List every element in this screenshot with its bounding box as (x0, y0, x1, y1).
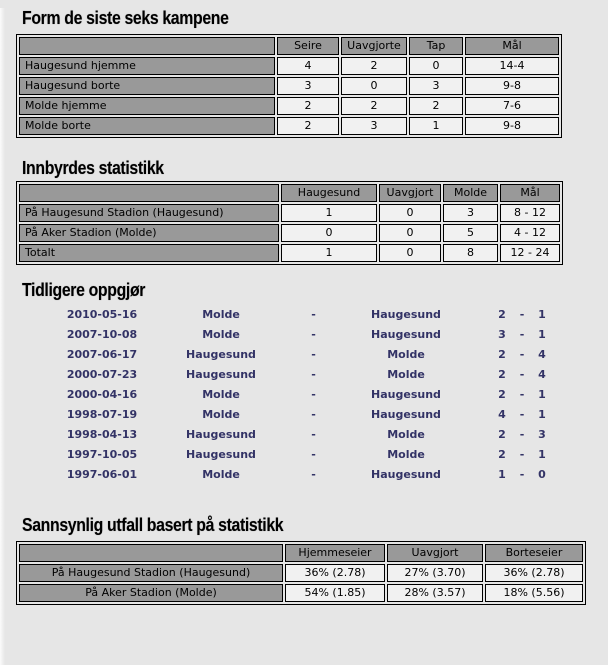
match-date: 2007-06-17 (66, 348, 138, 361)
match-separator: - (311, 328, 316, 341)
form-cell: 3 (341, 117, 407, 135)
match-row (43, 425, 608, 445)
match-score-separator: - (519, 368, 525, 381)
match-home-team: Molde (202, 308, 240, 321)
form-row-label: Molde borte (19, 117, 275, 135)
innbyrdes-cell: 0 (379, 244, 441, 262)
match-separator: - (311, 428, 316, 441)
match-date: 2000-07-23 (66, 368, 138, 381)
probability-cell: 27% (3.70) (387, 564, 483, 582)
section-title-probability: Sannsynlig utfall basert på statistikk (22, 515, 284, 535)
form-cell: 2 (409, 97, 463, 115)
history-list (43, 305, 608, 485)
match-home-team: Haugesund (186, 428, 256, 441)
innbyrdes-cell: 12 - 24 (500, 244, 560, 262)
match-away-score: 1 (538, 328, 546, 341)
match-separator: - (311, 308, 316, 321)
innbyrdes-cell: 1 (281, 244, 377, 262)
form-cell: 9-8 (465, 77, 559, 95)
match-spacer (466, 425, 492, 445)
match-row (43, 405, 608, 425)
match-spacer (466, 445, 492, 465)
match-home-score: 1 (498, 468, 506, 481)
probability-header-row (19, 544, 583, 562)
table-row (19, 584, 583, 602)
match-home-team: Haugesund (186, 348, 256, 361)
probability-header-empty (19, 544, 283, 562)
innbyrdes-row-label: På Aker Stadion (Molde) (19, 224, 279, 242)
match-home-score: 2 (498, 308, 506, 321)
match-date: 1998-04-13 (66, 428, 138, 441)
match-spacer (466, 365, 492, 385)
match-row (43, 325, 608, 345)
match-score-separator: - (519, 328, 525, 341)
table-row (19, 97, 559, 115)
form-cell: 0 (341, 77, 407, 95)
match-home-team: Haugesund (186, 448, 256, 461)
form-cell: 1 (409, 117, 463, 135)
match-away-team: Molde (387, 428, 425, 441)
match-away-team: Molde (387, 348, 425, 361)
innbyrdes-row-label: Totalt (19, 244, 279, 262)
match-away-score: 4 (538, 348, 546, 361)
match-home-team: Molde (202, 388, 240, 401)
match-away-team: Haugesund (371, 388, 441, 401)
match-home-team: Haugesund (186, 368, 256, 381)
match-spacer (466, 385, 492, 405)
innbyrdes-cell: 3 (443, 204, 498, 222)
match-away-score: 0 (538, 468, 546, 481)
form-row-label: Haugesund hjemme (19, 57, 275, 75)
form-cell: 2 (277, 117, 339, 135)
section-title-form: Form de siste seks kampene (22, 8, 229, 28)
innbyrdes-cell: 0 (379, 204, 441, 222)
match-score-separator: - (519, 388, 525, 401)
match-row (43, 385, 608, 405)
match-away-team: Haugesund (371, 328, 441, 341)
match-away-team: Haugesund (371, 408, 441, 421)
match-away-team: Molde (387, 448, 425, 461)
probability-table (16, 541, 586, 605)
innbyrdes-cell: 0 (281, 224, 377, 242)
match-spacer (466, 305, 492, 325)
innbyrdes-header-molde: Molde (443, 184, 498, 202)
match-separator: - (311, 448, 316, 461)
match-away-team: Haugesund (371, 308, 441, 321)
match-home-team: Molde (202, 408, 240, 421)
match-spacer (466, 345, 492, 365)
match-home-score: 2 (498, 368, 506, 381)
innbyrdes-header-haugesund: Haugesund (281, 184, 377, 202)
form-header-maal: Mål (465, 37, 559, 55)
table-row (19, 204, 560, 222)
match-score-separator: - (519, 408, 525, 421)
section-title-innbyrdes: Innbyrdes statistikk (22, 158, 164, 178)
form-header-empty (19, 37, 275, 55)
page-left-edge (0, 8, 5, 665)
table-row (19, 224, 560, 242)
form-cell: 3 (277, 77, 339, 95)
innbyrdes-cell: 0 (379, 224, 441, 242)
form-row-label: Molde hjemme (19, 97, 275, 115)
innbyrdes-cell: 5 (443, 224, 498, 242)
form-table (16, 34, 562, 138)
match-score-separator: - (519, 448, 525, 461)
match-spacer (466, 405, 492, 425)
match-row (43, 465, 608, 485)
form-cell: 7-6 (465, 97, 559, 115)
table-row (19, 77, 559, 95)
match-row (43, 365, 608, 385)
probability-row-label: På Haugesund Stadion (Haugesund) (19, 564, 283, 582)
match-separator: - (311, 388, 316, 401)
probability-cell: 54% (1.85) (285, 584, 385, 602)
match-separator: - (311, 348, 316, 361)
match-away-score: 1 (538, 308, 546, 321)
match-away-score: 3 (538, 428, 546, 441)
form-cell: 2 (277, 97, 339, 115)
form-header-tap: Tap (409, 37, 463, 55)
table-row (19, 564, 583, 582)
innbyrdes-cell: 8 (443, 244, 498, 262)
form-cell: 2 (341, 97, 407, 115)
match-home-score: 3 (498, 328, 506, 341)
match-home-team: Molde (202, 328, 240, 341)
form-cell: 14-4 (465, 57, 559, 75)
form-cell: 3 (409, 77, 463, 95)
match-home-score: 4 (498, 408, 506, 421)
match-away-score: 1 (538, 388, 546, 401)
match-home-team: Molde (202, 468, 240, 481)
match-spacer (466, 465, 492, 485)
match-home-score: 2 (498, 348, 506, 361)
match-score-separator: - (519, 308, 525, 321)
match-spacer (466, 325, 492, 345)
match-home-score: 2 (498, 388, 506, 401)
section-title-history: Tidligere oppgjør (22, 280, 146, 300)
table-row (19, 244, 560, 262)
table-row (19, 117, 559, 135)
match-away-score: 4 (538, 368, 546, 381)
innbyrdes-cell: 1 (281, 204, 377, 222)
innbyrdes-header-maal: Mål (500, 184, 560, 202)
match-separator: - (311, 408, 316, 421)
match-away-score: 1 (538, 408, 546, 421)
match-score-separator: - (519, 348, 525, 361)
match-score-separator: - (519, 468, 525, 481)
match-date: 1997-06-01 (66, 468, 138, 481)
match-date: 2007-10-08 (66, 328, 138, 341)
probability-cell: 36% (2.78) (485, 564, 583, 582)
innbyrdes-header-empty (19, 184, 279, 202)
match-home-score: 2 (498, 448, 506, 461)
match-score-separator: - (519, 428, 525, 441)
match-date: 1997-10-05 (66, 448, 138, 461)
form-header-uavgjorte: Uavgjorte (341, 37, 407, 55)
probability-row-label: På Aker Stadion (Molde) (19, 584, 283, 602)
form-cell: 0 (409, 57, 463, 75)
form-row-label: Haugesund borte (19, 77, 275, 95)
match-row (43, 345, 608, 365)
match-date: 2000-04-16 (66, 388, 138, 401)
match-away-score: 1 (538, 448, 546, 461)
form-cell: 4 (277, 57, 339, 75)
probability-cell: 28% (3.57) (387, 584, 483, 602)
match-away-team: Molde (387, 368, 425, 381)
innbyrdes-cell: 8 - 12 (500, 204, 560, 222)
match-row (43, 305, 608, 325)
probability-header-borteseier: Borteseier (485, 544, 583, 562)
form-cell: 9-8 (465, 117, 559, 135)
probability-header-uavgjort: Uavgjort (387, 544, 483, 562)
match-away-team: Haugesund (371, 468, 441, 481)
match-row (43, 445, 608, 465)
form-cell: 2 (341, 57, 407, 75)
match-separator: - (311, 368, 316, 381)
innbyrdes-row-label: På Haugesund Stadion (Haugesund) (19, 204, 279, 222)
match-home-score: 2 (498, 428, 506, 441)
innbyrdes-cell: 4 - 12 (500, 224, 560, 242)
table-row (19, 57, 559, 75)
match-separator: - (311, 468, 316, 481)
match-date: 1998-07-19 (66, 408, 138, 421)
probability-cell: 18% (5.56) (485, 584, 583, 602)
innbyrdes-header-uavgjort: Uavgjort (379, 184, 441, 202)
innbyrdes-header-row (19, 184, 560, 202)
form-header-seire: Seire (277, 37, 339, 55)
probability-header-hjemmeseier: Hjemmeseier (285, 544, 385, 562)
form-header-row (19, 37, 559, 55)
match-date: 2010-05-16 (66, 308, 138, 321)
innbyrdes-table (16, 181, 563, 265)
probability-cell: 36% (2.78) (285, 564, 385, 582)
